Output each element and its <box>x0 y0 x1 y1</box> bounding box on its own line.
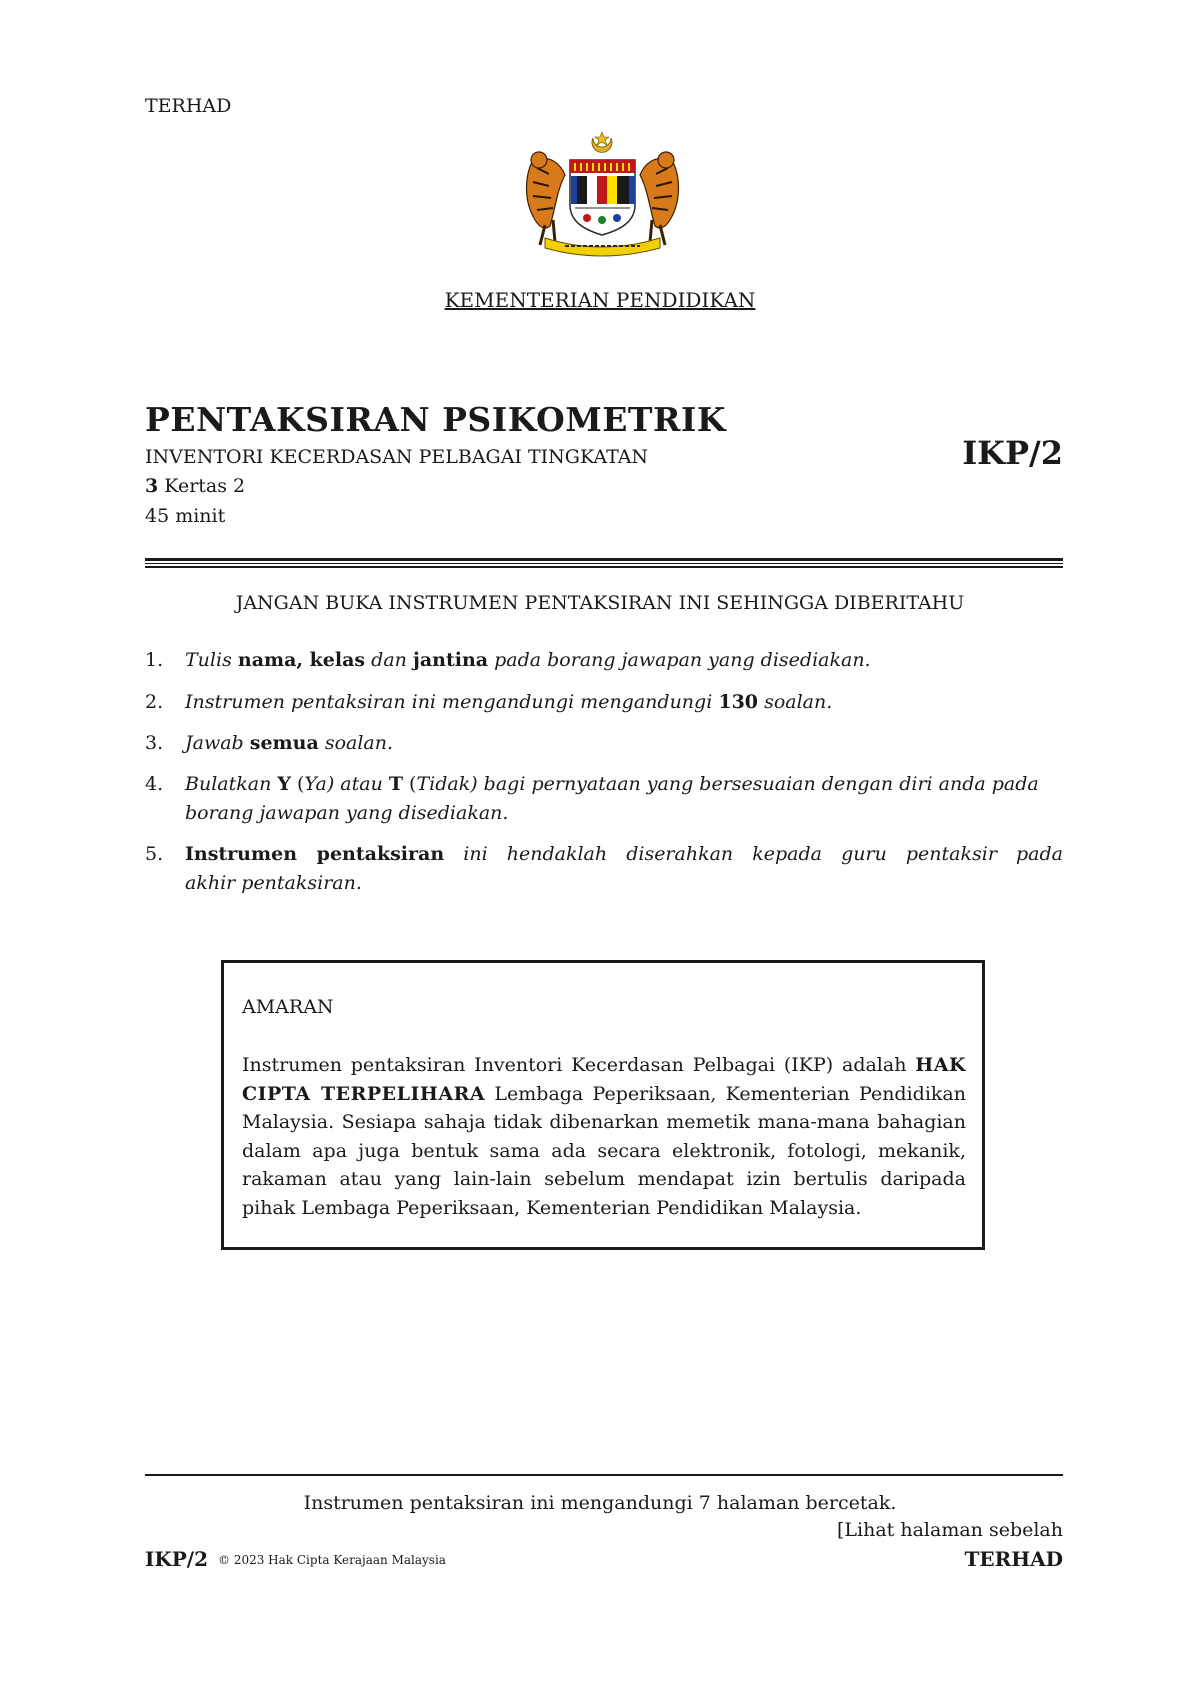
instruction-item <box>145 729 1063 758</box>
instruction-text: akhir pentaksiran. <box>185 872 362 894</box>
instruction-text: Bulatkan <box>185 773 272 795</box>
instruction-text: pada borang jawapan yang disediakan. <box>494 649 871 671</box>
instruction-number: 1. <box>145 649 164 671</box>
instruction-text: ini hendaklah diserahkan kepada guru pentaksir pada <box>463 843 1063 865</box>
see-next-page: [Lihat halaman sebelah <box>837 1519 1063 1541</box>
divider-rule <box>145 566 1063 568</box>
instruction-text: dan <box>371 649 407 671</box>
warning-text: Lembaga Peperiksaan, Kementerian Pendidikan Malaysia. Sesiapa sahaja tidak dibenarkan memetik mana-mana bahagian dalam apa juga bentuk sama ada secara elektronik, fotologi, mekanik, rakaman atau yang lain-lain sebelum mendapat izin bertulis daripada pihak Lembaga Peperiksaan, Kementerian Pendidikan Malaysia. <box>242 1082 966 1219</box>
warning-title: AMARAN <box>242 996 334 1018</box>
warning-copyright-emphasis: HAK CIPTA TERPELIHARA <box>242 1054 966 1105</box>
divider-rule <box>145 558 1063 561</box>
page-count: Instrumen pentaksiran ini mengandungi 7 halaman bercetak. <box>303 1492 897 1514</box>
paper-code: IKP/2 <box>962 434 1063 472</box>
instruction-emphasis: jantina <box>412 649 489 671</box>
instruction-paren: ( <box>409 773 417 795</box>
footer-rule <box>145 1474 1063 1476</box>
instruction-text: Instrumen pentaksiran ini mengandungi mengandungi <box>185 691 713 713</box>
warning-text: Instrumen pentaksiran Inventori Kecerdasan Pelbagai (IKP) adalah <box>242 1054 907 1076</box>
instruction-number: 5. <box>145 843 164 865</box>
classification-bottom: TERHAD <box>964 1547 1063 1571</box>
ministry-name: KEMENTERIAN PENDIDIKAN <box>444 288 756 312</box>
instruction-item <box>145 770 1063 828</box>
instruction-text: Jawab <box>185 732 244 754</box>
instruction-number: 2. <box>145 691 164 713</box>
instruction-text: ) bagi pernyataan yang bersesuaian dengan diri anda pada borang jawapan yang disediakan. <box>185 773 1039 824</box>
main-title: PENTAKSIRAN PSIKOMETRIK <box>145 400 727 439</box>
warning-body <box>242 1051 966 1222</box>
instruction-text: soalan. <box>764 691 833 713</box>
instruction-number: 3. <box>145 732 164 754</box>
instruction-number: 4. <box>145 773 164 795</box>
instruction-text: Tidak <box>416 773 471 795</box>
instruction-emphasis: Instrumen pentaksiran <box>185 843 445 865</box>
instruction-text: Ya <box>304 773 327 795</box>
malaysia-coat-of-arms-icon <box>515 130 690 260</box>
instruction-text: soalan. <box>324 732 394 754</box>
instruction-emphasis: T <box>388 773 403 795</box>
instruction-item <box>145 840 1063 898</box>
notice-heading: JANGAN BUKA INSTRUMEN PENTAKSIRAN INI SEHINGGA DIBERITAHU <box>235 592 965 614</box>
form-number: 3 <box>145 475 159 497</box>
copyright-notice: © 2023 Hak Cipta Kerajaan Malaysia <box>218 1553 446 1567</box>
instruction-text: Tulis <box>185 649 232 671</box>
classification-top: TERHAD <box>145 95 232 117</box>
instruction-emphasis: Y <box>277 773 291 795</box>
instruction-text: ) atau <box>326 773 383 795</box>
duration: 45 minit <box>145 505 226 527</box>
divider-rule <box>145 563 1063 564</box>
instruction-paren: ( <box>297 773 305 795</box>
footer-paper-code: IKP/2 <box>145 1547 208 1571</box>
instruction-emphasis: semua <box>249 732 319 754</box>
instruction-emphasis: nama, kelas <box>237 649 366 671</box>
paper-label: Kertas 2 <box>164 475 246 497</box>
subtitle: INVENTORI KECERDASAN PELBAGAI TINGKATAN <box>145 446 649 468</box>
instruction-item <box>145 646 1063 675</box>
warning-box <box>221 960 985 1250</box>
form-and-paper <box>145 475 245 497</box>
instruction-emphasis: 130 <box>718 691 759 713</box>
instruction-item <box>145 688 1063 717</box>
